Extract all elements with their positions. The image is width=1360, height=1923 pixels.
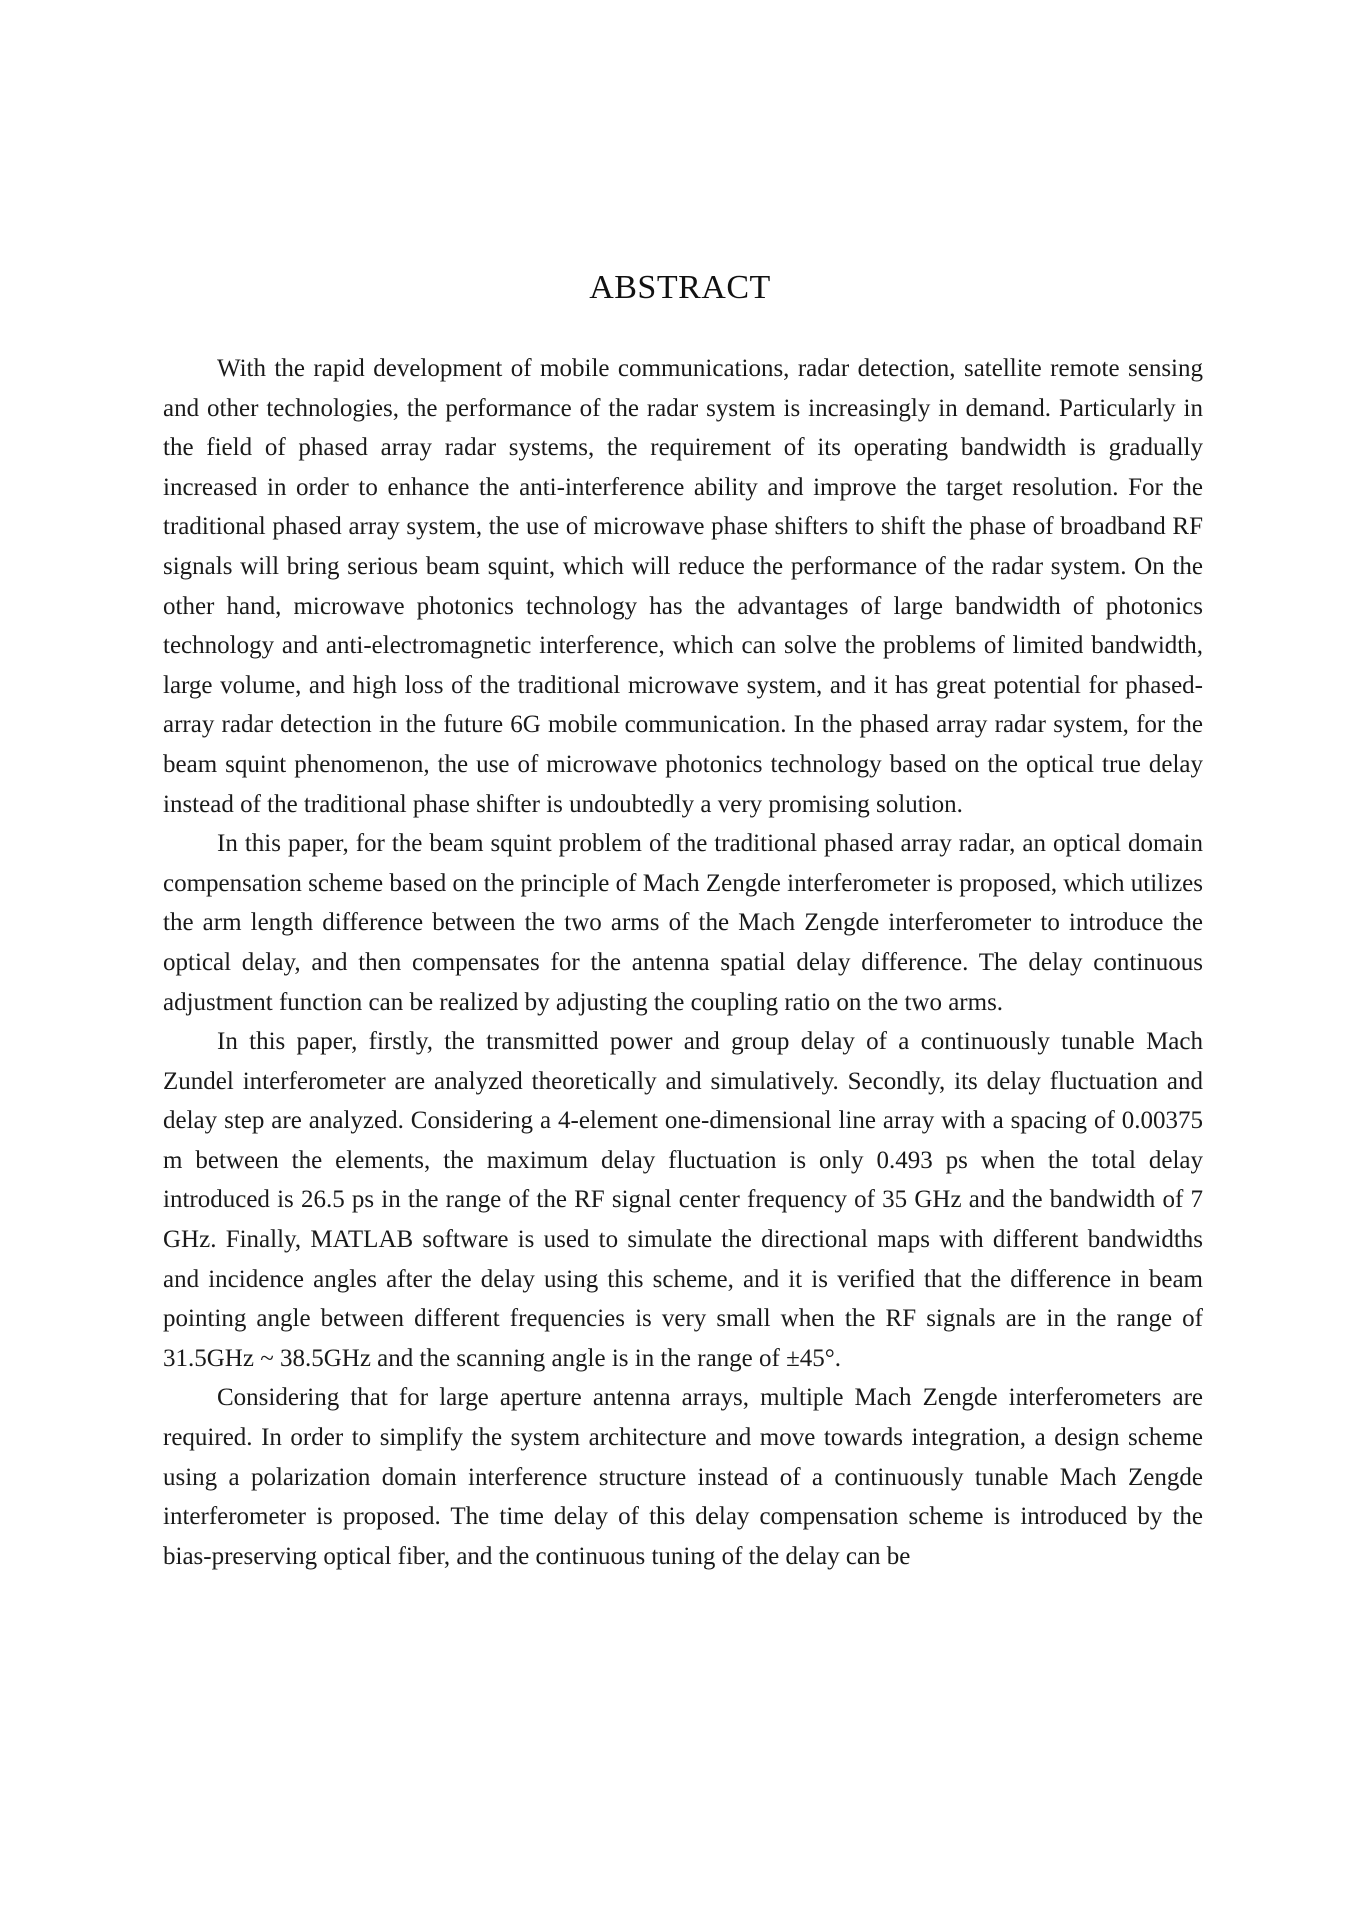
- abstract-heading: ABSTRACT: [589, 269, 771, 306]
- abstract-body: [163, 349, 1203, 1576]
- abstract-paragraph-1: With the rapid development of mobile communications, radar detection, satellite remote sensing and other technologies, the performance of the radar system is increasingly in demand. Particularly in the field of phased array radar systems, the requirement of its operating bandwidth is gradually increased in order to enhance the anti-interference ability and improve the target resolution. For the traditional phased array system, the use of microwave phase shifters to shift the phase of broadband RF signals will bring serious beam squint, which will reduce the performance of the radar system. On the other hand, microwave photonics technology has the advantages of large bandwidth of photonics technology and anti-electromagnetic interference, which can solve the problems of limited bandwidth, large volume, and high loss of the traditional microwave system, and it has great potential for phased-array radar detection in the future 6G mobile communication. In the phased array radar system, for the beam squint phenomenon, the use of microwave photonics technology based on the optical true delay instead of the traditional phase shifter is undoubtedly a very promising solution.: [163, 355, 1203, 818]
- abstract-paragraph-3: In this paper, firstly, the transmitted power and group delay of a continuously tunable Mach Zundel interferometer are analyzed theoretically and simulatively. Secondly, its delay fluctuation and delay step are analyzed. Considering a 4-element one-dimensional line array with a spacing of 0.00375 m between the elements, the maximum delay fluctuation is only 0.493 ps when the total delay introduced is 26.5 ps in the range of the RF signal center frequency of 35 GHz and the bandwidth of 7 GHz. Finally, MATLAB software is used to simulate the directional maps with different bandwidths and incidence angles after the delay using this scheme, and it is verified that the difference in beam pointing angle between different frequencies is very small when the RF signals are in the range of 31.5GHz ~ 38.5GHz and the scanning angle is in the range of ±45°.: [163, 1028, 1203, 1372]
- abstract-paragraph-2: In this paper, for the beam squint problem of the traditional phased array radar, an optical domain compensation scheme based on the principle of Mach Zengde interferometer is proposed, which utilizes the arm length difference between the two arms of the Mach Zengde interferometer to introduce the optical delay, and then compensates for the antenna spatial delay difference. The delay continuous adjustment function can be realized by adjusting the coupling ratio on the two arms.: [163, 830, 1203, 1016]
- abstract-paragraph-4: Considering that for large aperture antenna arrays, multiple Mach Zengde interferometers are required. In order to simplify the system architecture and move towards integration, a design scheme using a polarization domain interference structure instead of a continuously tunable Mach Zengde interferometer is proposed. The time delay of this delay compensation scheme is introduced by the bias-preserving optical fiber, and the continuous tuning of the delay can be: [163, 1384, 1203, 1570]
